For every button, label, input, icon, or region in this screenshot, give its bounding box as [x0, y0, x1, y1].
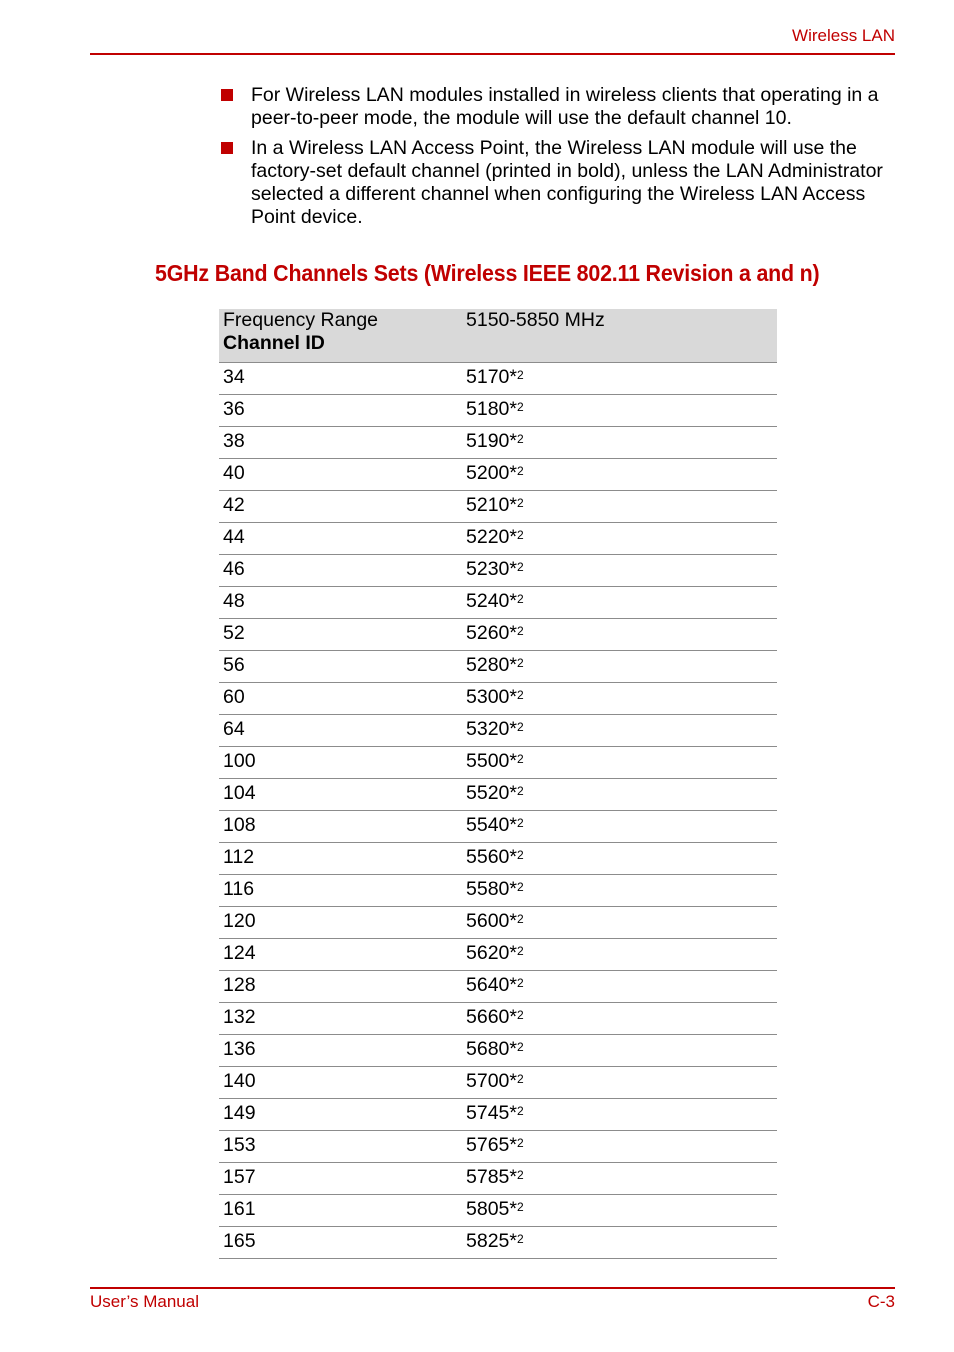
table-row	[219, 683, 777, 715]
table-row	[219, 1003, 777, 1035]
frequency-value: 5745*	[466, 1102, 517, 1124]
table-row	[219, 971, 777, 1003]
table-row	[219, 1195, 777, 1227]
footnote-ref: 2	[516, 944, 524, 958]
footnote-ref: 2	[516, 432, 524, 446]
table-row	[219, 1227, 777, 1259]
table-row	[219, 875, 777, 907]
frequency-cell	[462, 779, 777, 811]
frequency-value: 5320*	[466, 718, 517, 740]
channel-id-cell: 124	[219, 939, 462, 971]
table-row	[219, 779, 777, 811]
frequency-value: 5680*	[466, 1038, 517, 1060]
footnote-ref: 2	[516, 688, 524, 702]
table-row	[219, 907, 777, 939]
bullet-text: In a Wireless LAN Access Point, the Wireless LAN module will use the factory-set default channel (printed in bold), unless the LAN Administrator selected a different channel when configuring the Wireless LAN Access Point device.	[251, 137, 883, 228]
channel-id-label: Channel ID	[223, 332, 325, 354]
frequency-cell	[462, 1003, 777, 1035]
frequency-value: 5500*	[466, 750, 517, 772]
channel-id-cell: 157	[219, 1163, 462, 1195]
footnote-ref: 2	[516, 1104, 524, 1118]
frequency-cell	[462, 1099, 777, 1131]
frequency-range-label: Frequency Range	[223, 309, 379, 331]
channel-id-cell: 56	[219, 651, 462, 683]
bullet-list	[220, 84, 900, 236]
footer-rule	[90, 1287, 895, 1289]
channel-id-cell: 128	[219, 971, 462, 1003]
table-header-row	[219, 309, 777, 363]
table-row	[219, 1067, 777, 1099]
channel-id-cell: 108	[219, 811, 462, 843]
frequency-value: 5560*	[466, 846, 517, 868]
footnote-ref: 2	[516, 560, 524, 574]
frequency-cell	[462, 619, 777, 651]
frequency-value: 5260*	[466, 622, 517, 644]
frequency-cell	[462, 555, 777, 587]
channel-id-cell: 34	[219, 363, 462, 395]
header-cell-left	[219, 309, 462, 363]
footnote-ref: 2	[516, 1136, 524, 1150]
frequency-value: 5230*	[466, 558, 517, 580]
header-rule	[90, 53, 895, 55]
table-row	[219, 395, 777, 427]
frequency-value: 5660*	[466, 1006, 517, 1028]
channel-table	[219, 309, 777, 1259]
frequency-cell	[462, 491, 777, 523]
frequency-value: 5825*	[466, 1230, 517, 1252]
frequency-value: 5200*	[466, 462, 517, 484]
frequency-cell	[462, 683, 777, 715]
frequency-value: 5805*	[466, 1198, 517, 1220]
table-row	[219, 1099, 777, 1131]
square-bullet-icon	[221, 142, 233, 154]
frequency-cell	[462, 907, 777, 939]
footnote-ref: 2	[516, 1232, 524, 1246]
frequency-value: 5210*	[466, 494, 517, 516]
table-row	[219, 523, 777, 555]
footnote-ref: 2	[516, 496, 524, 510]
footnote-ref: 2	[516, 816, 524, 830]
channel-id-cell: 112	[219, 843, 462, 875]
frequency-value: 5620*	[466, 942, 517, 964]
frequency-value: 5785*	[466, 1166, 517, 1188]
footnote-ref: 2	[516, 784, 524, 798]
table-row	[219, 715, 777, 747]
channel-id-cell: 64	[219, 715, 462, 747]
frequency-cell	[462, 587, 777, 619]
channel-id-cell: 42	[219, 491, 462, 523]
footnote-ref: 2	[516, 624, 524, 638]
footnote-ref: 2	[516, 1072, 524, 1086]
frequency-cell	[462, 363, 777, 395]
frequency-cell	[462, 715, 777, 747]
table-row	[219, 1035, 777, 1067]
channel-id-cell: 165	[219, 1227, 462, 1259]
channel-id-cell: 116	[219, 875, 462, 907]
table-row	[219, 811, 777, 843]
frequency-value: 5240*	[466, 590, 517, 612]
frequency-cell	[462, 1035, 777, 1067]
footnote-ref: 2	[516, 368, 524, 382]
frequency-cell	[462, 395, 777, 427]
frequency-cell	[462, 971, 777, 1003]
frequency-cell	[462, 1067, 777, 1099]
frequency-value: 5300*	[466, 686, 517, 708]
footer-manual-title: User’s Manual	[90, 1292, 199, 1311]
bullet-item	[220, 137, 900, 229]
table-row	[219, 459, 777, 491]
footnote-ref: 2	[516, 1200, 524, 1214]
running-header-title: Wireless LAN	[792, 26, 895, 45]
frequency-cell	[462, 843, 777, 875]
frequency-cell	[462, 427, 777, 459]
channel-id-cell: 52	[219, 619, 462, 651]
frequency-cell	[462, 747, 777, 779]
frequency-value: 5220*	[466, 526, 517, 548]
table-body	[219, 363, 777, 1259]
frequency-value: 5180*	[466, 398, 517, 420]
table-row	[219, 427, 777, 459]
channel-id-cell: 161	[219, 1195, 462, 1227]
footnote-ref: 2	[516, 1008, 524, 1022]
frequency-cell	[462, 811, 777, 843]
footnote-ref: 2	[516, 976, 524, 990]
table-row	[219, 587, 777, 619]
frequency-cell	[462, 459, 777, 491]
frequency-value: 5765*	[466, 1134, 517, 1156]
frequency-cell	[462, 939, 777, 971]
channel-id-cell: 48	[219, 587, 462, 619]
frequency-cell	[462, 1195, 777, 1227]
footnote-ref: 2	[516, 592, 524, 606]
frequency-cell	[462, 1163, 777, 1195]
footnote-ref: 2	[516, 912, 524, 926]
channel-id-cell: 44	[219, 523, 462, 555]
channel-id-cell: 149	[219, 1099, 462, 1131]
channel-id-cell: 46	[219, 555, 462, 587]
frequency-value: 5640*	[466, 974, 517, 996]
channel-id-cell: 36	[219, 395, 462, 427]
frequency-value: 5520*	[466, 782, 517, 804]
frequency-value: 5600*	[466, 910, 517, 932]
frequency-cell	[462, 651, 777, 683]
bullet-text: For Wireless LAN modules installed in wireless clients that operating in a peer-to-peer mode, the module will use the default channel 10.	[251, 84, 879, 129]
frequency-value: 5280*	[466, 654, 517, 676]
channel-id-cell: 60	[219, 683, 462, 715]
table-row	[219, 555, 777, 587]
square-bullet-icon	[221, 89, 233, 101]
table-row	[219, 651, 777, 683]
footer-page-number: C-3	[867, 1292, 895, 1311]
frequency-value: 5170*	[466, 366, 517, 388]
header-cell-right	[462, 309, 777, 363]
footnote-ref: 2	[516, 1040, 524, 1054]
frequency-range-value: 5150-5850 MHz	[466, 309, 605, 331]
channel-id-cell: 38	[219, 427, 462, 459]
channel-id-cell: 100	[219, 747, 462, 779]
footnote-ref: 2	[516, 848, 524, 862]
footnote-ref: 2	[516, 720, 524, 734]
footnote-ref: 2	[516, 880, 524, 894]
table-row	[219, 619, 777, 651]
channel-id-cell: 132	[219, 1003, 462, 1035]
frequency-value: 5540*	[466, 814, 517, 836]
frequency-value: 5190*	[466, 430, 517, 452]
frequency-cell	[462, 523, 777, 555]
footnote-ref: 2	[516, 1168, 524, 1182]
footnote-ref: 2	[516, 400, 524, 414]
channel-id-cell: 136	[219, 1035, 462, 1067]
frequency-value: 5580*	[466, 878, 517, 900]
channel-id-cell: 153	[219, 1131, 462, 1163]
channel-id-cell: 40	[219, 459, 462, 491]
channel-id-cell: 120	[219, 907, 462, 939]
frequency-cell	[462, 875, 777, 907]
footnote-ref: 2	[516, 528, 524, 542]
frequency-value: 5700*	[466, 1070, 517, 1092]
footnote-ref: 2	[516, 656, 524, 670]
bullet-item	[220, 84, 900, 130]
table-row	[219, 843, 777, 875]
table-row	[219, 1163, 777, 1195]
table-row	[219, 939, 777, 971]
table-row	[219, 363, 777, 395]
frequency-cell	[462, 1227, 777, 1259]
table-row	[219, 491, 777, 523]
frequency-cell	[462, 1131, 777, 1163]
table-row	[219, 747, 777, 779]
table-row	[219, 1131, 777, 1163]
footnote-ref: 2	[516, 752, 524, 766]
channel-id-cell: 104	[219, 779, 462, 811]
section-heading: 5GHz Band Channels Sets (Wireless IEEE 802.11 Revision a and n)	[155, 260, 820, 286]
channel-id-cell: 140	[219, 1067, 462, 1099]
footnote-ref: 2	[516, 464, 524, 478]
